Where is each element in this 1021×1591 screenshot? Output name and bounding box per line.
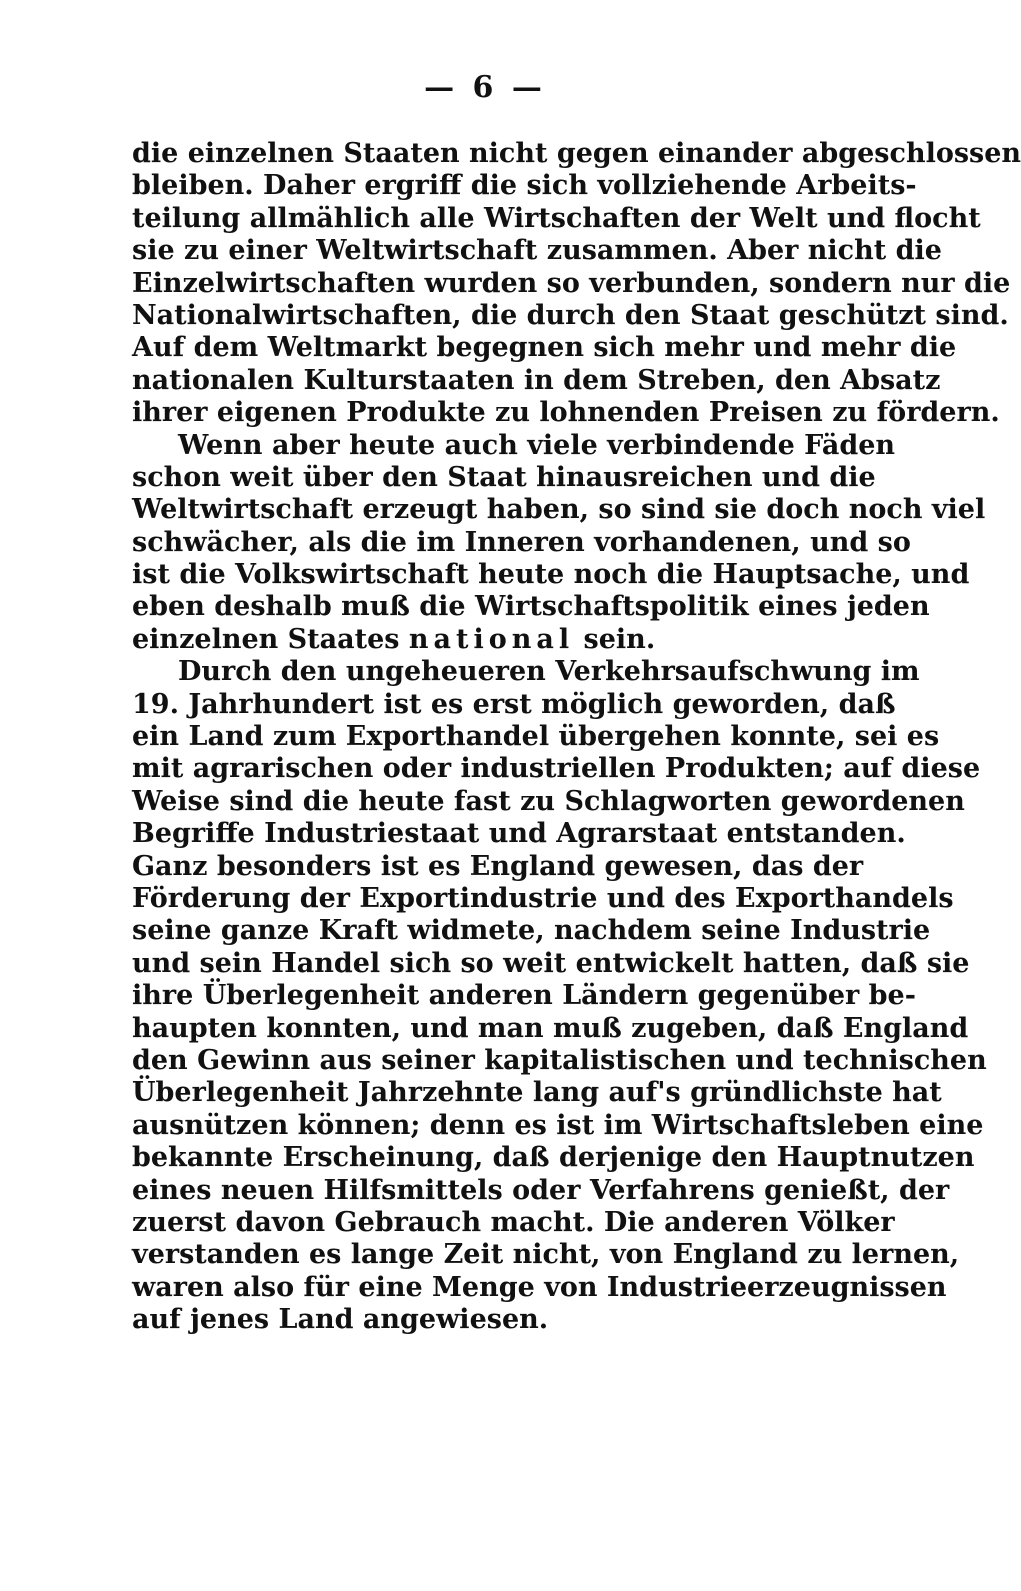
text-line: schon weit über den Staat hinausreichen und die — [132, 461, 876, 493]
text-line: den Gewinn aus seiner kapitalistischen und technischen — [132, 1044, 987, 1076]
text-line: die einzelnen Staaten nicht gegen einander abgeschlossen — [132, 138, 1021, 169]
text-line: verstanden es lange Zeit nicht, von England zu lernen, — [132, 1239, 960, 1271]
text-line: Förderung der Exportindustrie und des Exporthandels — [132, 882, 954, 914]
page-number: — 6 — — [424, 70, 546, 105]
text-line: sie zu einer Weltwirtschaft zusammen. Aber nicht die — [132, 235, 942, 267]
text-line: und sein Handel sich so weit entwickelt hatten, daß sie — [132, 947, 970, 979]
text-line: Ganz besonders ist es England gewesen, das der — [132, 850, 864, 882]
text-line: eines neuen Hilfsmittels oder Verfahrens genießt, der — [132, 1174, 950, 1206]
body-text — [132, 138, 1021, 1336]
text-line: bekannte Erscheinung, daß derjenige den Hauptnutzen — [132, 1142, 975, 1174]
paragraph-3 — [132, 656, 987, 1336]
text-line: seine ganze Kraft widmete, nachdem seine Industrie — [132, 915, 931, 947]
paragraph-1 — [132, 138, 1021, 430]
text-line: ausnützen können; denn es ist im Wirtschaftsleben eine — [132, 1109, 984, 1141]
text-line: zuerst davon Gebrauch macht. Die anderen Völker — [132, 1206, 895, 1238]
text-line: Weise sind die heute fast zu Schlagworten gewordenen — [132, 785, 965, 817]
text-line: ihre Überlegenheit anderen Ländern gegenüber be- — [132, 980, 916, 1012]
text-line: Überlegenheit Jahrzehnte lang auf's gründlichste hat — [132, 1077, 942, 1109]
text-line: eben deshalb muß die Wirtschaftspolitik eines jeden — [132, 591, 930, 623]
text-line — [132, 624, 842, 656]
text-line: teilung allmählich alle Wirtschaften der Welt und flocht — [132, 202, 981, 234]
text-line: waren also für eine Menge von Industrieerzeugnissen — [132, 1271, 947, 1303]
text-line: 19. Jahrhundert ist es erst möglich geworden, daß — [132, 688, 896, 720]
text-line: haupten konnten, und man muß zugeben, daß England — [132, 1012, 969, 1044]
text-line: Weltwirtschaft erzeugt haben, so sind sie doch noch viel — [132, 494, 986, 526]
text-line: Nationalwirtschaften, die durch den Staat geschützt sind. — [132, 299, 1009, 331]
text-line: Begriffe Industriestaat und Agrarstaat entstanden. — [132, 818, 906, 850]
text-fragment: sein. — [583, 623, 656, 655]
emphasized-word: national — [408, 623, 575, 655]
text-line: ein Land zum Exporthandel übergehen konnte, sei es — [132, 721, 940, 753]
text-fragment: einzelnen Staates — [132, 623, 400, 655]
text-line: Wenn aber heute auch viele verbindende Fäden — [178, 429, 896, 461]
text-line: mit agrarischen oder industriellen Produkten; auf diese — [132, 753, 981, 785]
text-line: schwächer, als die im Inneren vorhandenen, und so — [132, 526, 911, 558]
text-line: bleiben. Daher ergriff die sich vollziehende Arbeits- — [132, 170, 917, 202]
text-line: Durch den ungeheueren Verkehrsaufschwung im — [178, 656, 920, 688]
text-line: ihrer eigenen Produkte zu lohnenden Preisen zu fördern. — [132, 397, 1000, 429]
text-line: Einzelwirtschaften wurden so verbunden, sondern nur die — [132, 267, 1011, 299]
text-line: nationalen Kulturstaaten in dem Streben, den Absatz — [132, 364, 941, 396]
text-line: ist die Volkswirtschaft heute noch die Hauptsache, und — [132, 559, 970, 591]
paragraph-2 — [132, 429, 986, 657]
text-line: Auf dem Weltmarkt begegnen sich mehr und mehr die — [132, 332, 957, 364]
text-line: auf jenes Land angewiesen. — [132, 1304, 549, 1336]
